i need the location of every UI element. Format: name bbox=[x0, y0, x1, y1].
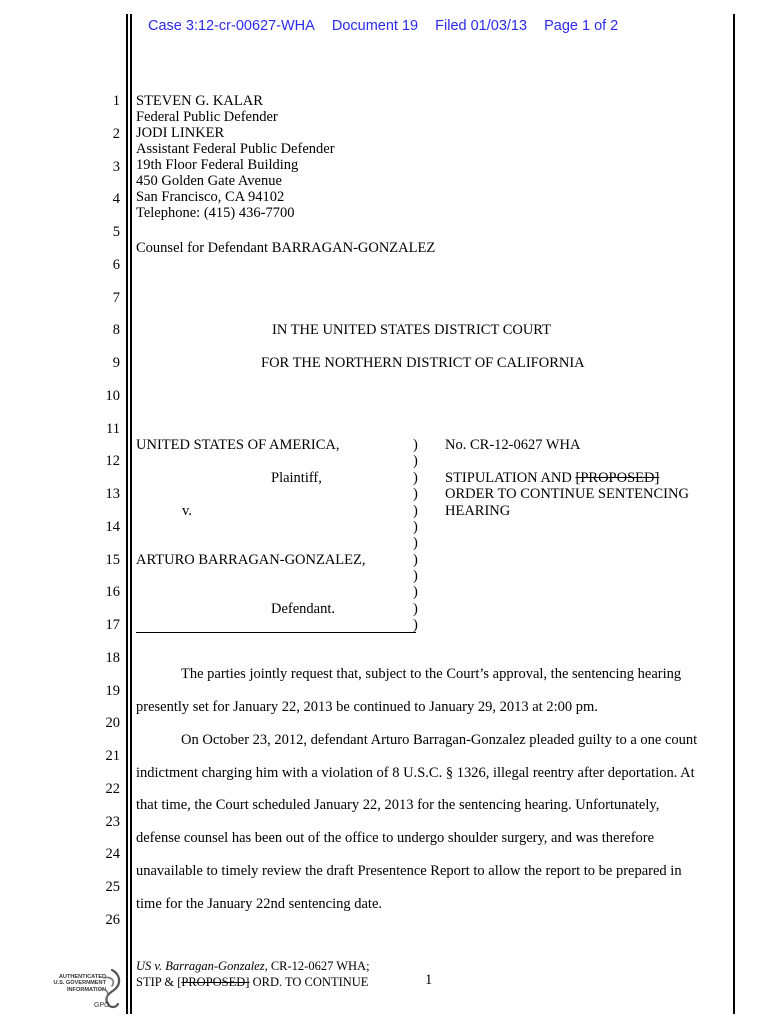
caption-paren: ) bbox=[413, 552, 418, 568]
court-name-line1: IN THE UNITED STATES DISTRICT COURT bbox=[272, 322, 551, 338]
line-number: 13 bbox=[105, 486, 120, 502]
line-number: 4 bbox=[112, 191, 120, 207]
body-line: that time, the Court scheduled January 22, 2013 for the sentencing hearing. Unfortunately, bbox=[136, 797, 660, 813]
caption-paren: ) bbox=[413, 437, 418, 453]
header-document-number: Document 19 bbox=[331, 18, 419, 34]
document-title-line1 bbox=[445, 470, 659, 486]
gpo-authentication-seal bbox=[38, 968, 120, 1016]
counsel-line: 19th Floor Federal Building bbox=[136, 157, 299, 173]
caption-underline bbox=[136, 632, 416, 633]
filing-header bbox=[148, 18, 631, 34]
line-number: 23 bbox=[105, 814, 120, 830]
line-number: 1 bbox=[112, 93, 120, 109]
plaintiff-name: UNITED STATES OF AMERICA, bbox=[136, 437, 340, 453]
body-line: time for the January 22nd sentencing date. bbox=[136, 896, 383, 912]
caption-paren: ) bbox=[413, 519, 418, 535]
header-page-count: Page 1 of 2 bbox=[544, 18, 619, 34]
line-number: 26 bbox=[105, 912, 120, 928]
plaintiff-role: Plaintiff, bbox=[271, 470, 322, 486]
left-margin-rule-outer bbox=[126, 14, 128, 1014]
page-number: 1 bbox=[425, 972, 433, 988]
defendant-name: ARTURO BARRAGAN-GONZALEZ, bbox=[136, 552, 366, 568]
footer-line2-prefix: STIP & [ bbox=[136, 975, 182, 989]
counsel-line: Assistant Federal Public Defender bbox=[136, 141, 335, 157]
document-title-prefix: STIPULATION AND bbox=[445, 470, 572, 486]
footer-line2-struck: PROPOSED] bbox=[181, 975, 250, 989]
footer-case-italic: US v. Barragan-Gonzalez, bbox=[136, 959, 268, 973]
body-line: unavailable to timely review the draft Presentence Report to allow the report to be prepared in bbox=[136, 863, 682, 879]
caption-paren: ) bbox=[413, 486, 418, 502]
line-number: 14 bbox=[105, 519, 120, 535]
caption-paren: ) bbox=[413, 470, 418, 486]
line-number: 12 bbox=[105, 453, 120, 469]
caption-paren: ) bbox=[413, 584, 418, 600]
line-number: 5 bbox=[112, 224, 120, 240]
body-line: indictment charging him with a violation of 8 U.S.C. § 1326, illegal reentry after deportation. At bbox=[136, 765, 695, 781]
counsel-for-defendant: Counsel for Defendant BARRAGAN-GONZALEZ bbox=[136, 240, 436, 256]
counsel-line: San Francisco, CA 94102 bbox=[136, 189, 285, 205]
header-case-number: Case 3:12-cr-00627-WHA bbox=[148, 18, 315, 34]
counsel-line: JODI LINKER bbox=[136, 125, 225, 141]
header-filed-date: Filed 01/03/13 bbox=[435, 18, 528, 34]
counsel-line: Federal Public Defender bbox=[136, 109, 278, 125]
line-number: 9 bbox=[112, 355, 120, 371]
line-number: 17 bbox=[105, 617, 120, 633]
document-title-line2: ORDER TO CONTINUE SENTENCING bbox=[445, 486, 689, 502]
caption-paren: ) bbox=[413, 453, 418, 469]
line-number: 25 bbox=[105, 879, 120, 895]
line-number: 16 bbox=[105, 584, 120, 600]
body-line: On October 23, 2012, defendant Arturo Barragan-Gonzalez pleaded guilty to a one count bbox=[181, 732, 698, 748]
line-number: 2 bbox=[112, 126, 120, 142]
line-number: 22 bbox=[105, 781, 120, 797]
body-line: presently set for January 22, 2013 be continued to January 29, 2013 at 2:00 pm. bbox=[136, 699, 598, 715]
defendant-role: Defendant. bbox=[271, 601, 336, 617]
line-number: 18 bbox=[105, 650, 120, 666]
footer-line2-rest: ORD. TO CONTINUE bbox=[249, 975, 369, 989]
line-number: 7 bbox=[112, 290, 120, 306]
line-number: 6 bbox=[112, 257, 120, 273]
gpo-seal-line: U.S. GOVERNMENT bbox=[53, 980, 106, 987]
line-number: 11 bbox=[106, 421, 120, 437]
caption-paren: ) bbox=[413, 568, 418, 584]
line-number: 21 bbox=[105, 748, 120, 764]
court-name-line2: FOR THE NORTHERN DISTRICT OF CALIFORNIA bbox=[261, 355, 585, 371]
footer-case-rest: CR-12-0627 WHA; bbox=[267, 959, 370, 973]
caption-paren: ) bbox=[413, 535, 418, 551]
left-margin-rule-inner bbox=[130, 14, 132, 1014]
body-line: The parties jointly request that, subject to the Court’s approval, the sentencing hearing bbox=[181, 666, 682, 682]
body-line: defense counsel has been out of the office to undergo shoulder surgery, and was therefore bbox=[136, 830, 655, 846]
gpo-seal-line: AUTHENTICATED bbox=[58, 974, 106, 980]
line-number: 20 bbox=[105, 715, 120, 731]
case-number: No. CR-12-0627 WHA bbox=[445, 437, 581, 453]
footer-line2 bbox=[136, 974, 370, 990]
right-margin-rule bbox=[733, 14, 735, 1014]
line-number: 15 bbox=[105, 552, 120, 568]
caption-paren: ) bbox=[413, 601, 418, 617]
footer-line1 bbox=[136, 958, 370, 974]
caption-paren: ) bbox=[413, 503, 418, 519]
counsel-line: Telephone: (415) 436-7700 bbox=[136, 205, 295, 221]
line-number: 10 bbox=[105, 388, 120, 404]
caption-paren: ) bbox=[413, 617, 418, 633]
line-number: 8 bbox=[112, 322, 120, 338]
line-number: 24 bbox=[105, 846, 120, 862]
line-number: 3 bbox=[112, 159, 120, 175]
counsel-block bbox=[136, 93, 335, 221]
document-title-struck: [PROPOSED] bbox=[575, 470, 660, 486]
document-title-line3: HEARING bbox=[445, 503, 511, 519]
versus: v. bbox=[182, 503, 192, 519]
footer-caption bbox=[136, 958, 370, 990]
counsel-line: 450 Golden Gate Avenue bbox=[136, 173, 282, 189]
line-number: 19 bbox=[105, 683, 120, 699]
gpo-seal-line: INFORMATION bbox=[66, 986, 106, 993]
gpo-seal-label: GPO bbox=[94, 1002, 110, 1009]
counsel-line: STEVEN G. KALAR bbox=[136, 93, 263, 109]
